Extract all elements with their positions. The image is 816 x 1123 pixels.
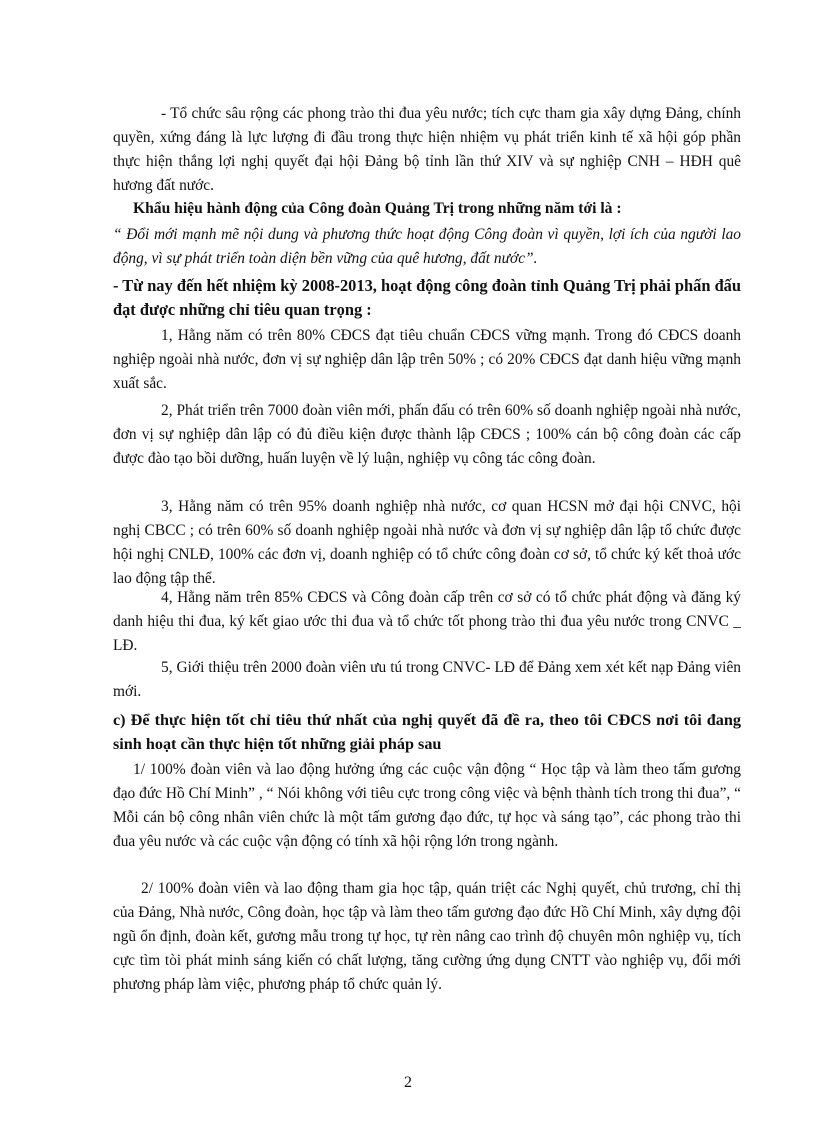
solutions-heading: c) Để thực hiện tốt chỉ tiêu thứ nhất của nghị quyết đã đề ra, theo tôi CĐCS nơi tôi đang sinh hoạt cần thực hiện tốt những giải pháp sau: [113, 711, 741, 753]
targets-heading: - Từ nay đến hết nhiệm kỳ 2008-2013, hoạt động công đoàn tỉnh Quảng Trị phải phấn đấu đạt được những chỉ tiêu quan trọng :: [113, 276, 741, 319]
solution-2: 2/ 100% đoàn viên và lao động tham gia học tập, quán triệt các Nghị quyết, chủ trương, chỉ thị của Đảng, Nhà nước, Công đoàn, học tập và làm theo tấm gương đạo đức Hồ Chí Minh, xây dựng đội ngũ ổn định, đoàn kết, gương mẫu trong tự học, tự rèn nâng cao trình độ chuyên môn nghiệp vụ, tích cực tìm tòi phát minh sáng kiến có chất lượng, tăng cường ứng dụng CNTT vào nghiệp vụ, đổi mới phương pháp làm việc, phương pháp tổ chức quản lý.: [113, 880, 741, 993]
target-2: 2, Phát triển trên 7000 đoàn viên mới, phấn đấu có trên 60% số doanh nghiệp ngoài nhà nước, đơn vị sự nghiệp dân lập có đủ điều kiện được thành lập CĐCS ; 100% cán bộ công đoàn các cấp được đào tạo bồi dưỡng, huấn luyện về lý luận, nghiệp vụ công tác công đoàn.: [113, 402, 741, 467]
target-1: 1, Hằng năm có trên 80% CĐCS đạt tiêu chuẩn CĐCS vững mạnh. Trong đó CĐCS doanh nghiệp ngoài nhà nước, đơn vị sự nghiệp dân lập trên 50% ; có 20% CĐCS đạt danh hiệu vững mạnh xuất sắc.: [113, 327, 741, 392]
target-5: 5, Giới thiệu trên 2000 đoàn viên ưu tú trong CNVC- LĐ để Đảng xem xét kết nạp Đảng viên mới.: [113, 659, 741, 700]
target-3: 3, Hằng năm có trên 95% doanh nghiệp nhà nước, cơ quan HCSN mở đại hội CNVC, hội nghị CBCC ; có trên 60% số doanh nghiệp ngoài nhà nước và đơn vị sự nghiệp dân lập tổ chức được hội nghị CNLĐ, 100% các đơn vị, doanh nghiệp có tổ chức công đoàn cơ sở, tổ chức ký kết thoả ước lao động tập thể.: [113, 498, 741, 587]
target-4: 4, Hằng năm trên 85% CĐCS và Công đoàn cấp trên cơ sở có tổ chức phát động và đăng ký danh hiệu thi đua, ký kết giao ước thi đua và tổ chức tốt phong trào thi đua yêu nước trong CNVC _ LĐ.: [113, 589, 741, 654]
slogan-text: “ Đổi mới mạnh mẽ nội dung và phương thức hoạt động Công đoàn vì quyền, lợi ích của người lao động, vì sự phát triển toàn diện bền vững của quê hương, đất nước”.: [113, 226, 741, 267]
solution-1: 1/ 100% đoàn viên và lao động hưởng ứng các cuộc vận động “ Học tập và làm theo tấm gương đạo đức Hồ Chí Minh” , “ Nói không với tiêu cực trong công việc và bệnh thành tích trong thi đua”, “ Mỗi cán bộ công nhân viên chức là một tấm gương đạo đức, tự học và sáng tạo”, các phong trào thi đua yêu nước và các cuộc vận động có tính xã hội rộng lớn trong ngành.: [113, 761, 741, 850]
page-number: 2: [404, 1074, 412, 1091]
paragraph-party-building: - Tổ chức sâu rộng các phong trào thi đua yêu nước; tích cực tham gia xây dựng Đảng, chính quyền, xứng đáng là lực lượng đi đầu trong thực hiện nhiệm vụ phát triển kinh tế xã hội góp phần thực hiện thắng lợi nghị quyết đại hội Đảng bộ tỉnh lần thứ XIV và sự nghiệp CNH – HĐH quê hương đất nước.: [113, 105, 741, 194]
slogan-heading: Khẩu hiệu hành động của Công đoàn Quảng Trị trong những năm tới là :: [133, 200, 622, 217]
